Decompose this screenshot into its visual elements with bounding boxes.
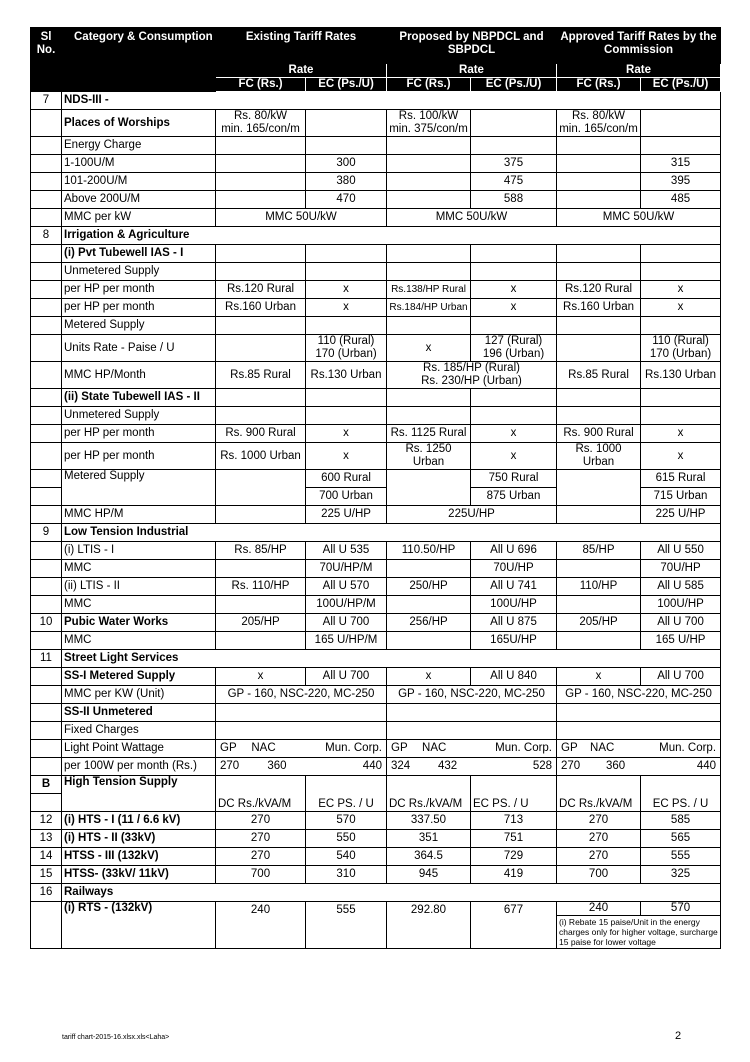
sub-category: SS-II Unmetered bbox=[62, 704, 216, 722]
category-title: Street Light Services bbox=[62, 650, 721, 668]
cell: 555 bbox=[306, 902, 387, 949]
cell: EC PS. / U bbox=[471, 776, 557, 812]
row-label: 101-200U/M bbox=[62, 173, 216, 191]
cell: GP - 160, NSC-220, MC-250 bbox=[216, 686, 387, 704]
header-proposed: Proposed by NBPDCL and SBPDCL bbox=[387, 28, 557, 64]
cell: 470 bbox=[306, 191, 387, 209]
cell: All U 535 bbox=[306, 542, 387, 560]
cell: All U 570 bbox=[306, 578, 387, 596]
cell: Rs. 80/kW min. 165/con/m bbox=[557, 110, 641, 137]
sl-cell: 15 bbox=[31, 866, 62, 884]
cell: 270 bbox=[216, 812, 306, 830]
cell: 165U/HP bbox=[471, 632, 557, 650]
cell: DC Rs./kVA/M bbox=[216, 776, 306, 812]
row-label: HTSS - III (132kV) bbox=[62, 848, 216, 866]
cell: All U 741 bbox=[471, 578, 557, 596]
cell: MMC 50U/kW bbox=[557, 209, 721, 227]
cell: 310 bbox=[306, 866, 387, 884]
cell: GP - 160, NSC-220, MC-250 bbox=[557, 686, 721, 704]
cell: Rs. 1250 Urban bbox=[387, 443, 471, 470]
cell: x bbox=[557, 668, 641, 686]
row-label: Fixed Charges bbox=[62, 722, 216, 740]
category-title: Pubic Water Works bbox=[62, 614, 216, 632]
row-label: Metered Supply bbox=[62, 470, 216, 506]
cell: x bbox=[641, 425, 721, 443]
row-label: (i) HTS - II (33kV) bbox=[62, 830, 216, 848]
category-title: Low Tension Industrial bbox=[62, 524, 721, 542]
row-label: per HP per month bbox=[62, 425, 216, 443]
cell: Rs.85 Rural bbox=[557, 362, 641, 389]
cell: 677 bbox=[471, 902, 557, 949]
cell: x bbox=[387, 335, 471, 362]
sl-cell: 12 bbox=[31, 812, 62, 830]
cell: 713 bbox=[471, 812, 557, 830]
cell: EC PS. / U bbox=[306, 776, 387, 812]
cell: All U 840 bbox=[471, 668, 557, 686]
header-fc-existing: FC (Rs.) bbox=[216, 78, 306, 92]
header-rate-proposed: Rate bbox=[387, 64, 557, 78]
row-label: Energy Charge bbox=[62, 137, 216, 155]
page-number: 2 bbox=[675, 1030, 682, 1042]
cell: All U 700 bbox=[641, 668, 721, 686]
tariff-table bbox=[30, 27, 721, 949]
row-label: (i) LTIS - I bbox=[62, 542, 216, 560]
header-ec-approved: EC (Ps./U) bbox=[641, 78, 721, 92]
cell: 550 bbox=[306, 830, 387, 848]
cell: All U 550 bbox=[641, 542, 721, 560]
cell: x bbox=[306, 281, 387, 299]
header-ec-existing: EC (Ps./U) bbox=[306, 78, 387, 92]
category-title: Irrigation & Agriculture bbox=[62, 227, 721, 245]
row-label: Unmetered Supply bbox=[62, 407, 216, 425]
header-existing: Existing Tariff Rates bbox=[216, 28, 387, 64]
cell: Rs.160 Urban bbox=[216, 299, 306, 317]
cell: Rs. 185/HP (Rural) Rs. 230/HP (Urban) bbox=[387, 362, 557, 389]
cell: 540 bbox=[306, 848, 387, 866]
cell: DC Rs./kVA/M bbox=[557, 776, 641, 812]
row-label: per HP per month bbox=[62, 299, 216, 317]
cell: 300 bbox=[306, 155, 387, 173]
cell: 70U/HP bbox=[641, 560, 721, 578]
cell: 337.50 bbox=[387, 812, 471, 830]
cell: 110 (Rural) 170 (Urban) bbox=[641, 335, 721, 362]
cell: 270 360 440 bbox=[216, 758, 387, 776]
cell: GP NAC Mun. Corp. bbox=[216, 740, 387, 758]
row-label: (i) HTS - I (11 / 6.6 kV) bbox=[62, 812, 216, 830]
sl-cell: 8 bbox=[31, 227, 62, 245]
sub-category: (i) Pvt Tubewell IAS - I bbox=[62, 245, 216, 263]
cell: 475 bbox=[471, 173, 557, 191]
cell: 751 bbox=[471, 830, 557, 848]
cell: All U 875 bbox=[471, 614, 557, 632]
cell: 585 bbox=[641, 812, 721, 830]
cell: 270 bbox=[557, 812, 641, 830]
cell: 945 bbox=[387, 866, 471, 884]
cell: 205/HP bbox=[216, 614, 306, 632]
cell: 165 U/HP/M bbox=[306, 632, 387, 650]
sl-cell: 11 bbox=[31, 650, 62, 668]
cell: 270 bbox=[216, 830, 306, 848]
cell: 700 Urban bbox=[306, 488, 387, 506]
cell: 256/HP bbox=[387, 614, 471, 632]
cell: x bbox=[306, 299, 387, 317]
cell: x bbox=[471, 443, 557, 470]
cell: 270 360 440 bbox=[557, 758, 721, 776]
sl-cell: 14 bbox=[31, 848, 62, 866]
cell: x bbox=[306, 443, 387, 470]
header-approved: Approved Tariff Rates by the Commission bbox=[557, 28, 721, 64]
cell: 270 bbox=[216, 848, 306, 866]
cell: GP - 160, NSC-220, MC-250 bbox=[387, 686, 557, 704]
sl-cell: 7 bbox=[31, 92, 62, 110]
cell: Rs.85 Rural bbox=[216, 362, 306, 389]
cell: x bbox=[641, 443, 721, 470]
cell: 270 bbox=[557, 848, 641, 866]
row-label: Light Point Wattage bbox=[62, 740, 216, 758]
cell: x bbox=[216, 668, 306, 686]
cell: 225U/HP bbox=[387, 506, 557, 524]
cell: 324 432 528 bbox=[387, 758, 557, 776]
cell: Rs. 80/kW min. 165/con/m bbox=[216, 110, 306, 137]
cell: 70U/HP bbox=[471, 560, 557, 578]
cell: All U 585 bbox=[641, 578, 721, 596]
cell: Rs. 110/HP bbox=[216, 578, 306, 596]
row-label: (ii) LTIS - II bbox=[62, 578, 216, 596]
category-title: Railways bbox=[62, 884, 721, 902]
header-rate-existing: Rate bbox=[216, 64, 387, 78]
cell: 700 bbox=[216, 866, 306, 884]
sub-category: SS-I Metered Supply bbox=[62, 668, 216, 686]
row-label: Metered Supply bbox=[62, 317, 216, 335]
cell: Rs.184/HP Urban bbox=[387, 299, 471, 317]
row-label: Above 200U/M bbox=[62, 191, 216, 209]
row-label: per HP per month bbox=[62, 281, 216, 299]
cell: 100U/HP bbox=[641, 596, 721, 614]
cell: 205/HP bbox=[557, 614, 641, 632]
cell: Rs. 1000 Urban bbox=[557, 443, 641, 470]
cell: x bbox=[471, 425, 557, 443]
cell: 110.50/HP bbox=[387, 542, 471, 560]
row-label: MMC HP/Month bbox=[62, 362, 216, 389]
cell: Rs.120 Rural bbox=[216, 281, 306, 299]
cell: GP NAC Mun. Corp. bbox=[557, 740, 721, 758]
header-category: Category & Consumption bbox=[62, 28, 216, 92]
cell: 750 Rural bbox=[471, 470, 557, 488]
cell: 715 Urban bbox=[641, 488, 721, 506]
cell: MMC 50U/kW bbox=[216, 209, 387, 227]
cell: 700 bbox=[557, 866, 641, 884]
cell: 600 Rural bbox=[306, 470, 387, 488]
cell: 225 U/HP bbox=[306, 506, 387, 524]
cell: 588 bbox=[471, 191, 557, 209]
header-fc-approved: FC (Rs.) bbox=[557, 78, 641, 92]
cell: 351 bbox=[387, 830, 471, 848]
cell: 250/HP bbox=[387, 578, 471, 596]
cell: All U 700 bbox=[641, 614, 721, 632]
sub-category: (ii) State Tubewell IAS - II bbox=[62, 389, 216, 407]
cell: 100U/HP/M bbox=[306, 596, 387, 614]
cell: 100U/HP bbox=[471, 596, 557, 614]
sl-cell: 13 bbox=[31, 830, 62, 848]
cell: Rs.130 Urban bbox=[641, 362, 721, 389]
cell: 325 bbox=[641, 866, 721, 884]
cell: x bbox=[387, 668, 471, 686]
cell: DC Rs./kVA/M bbox=[387, 776, 471, 812]
cell: Rs.138/HP Rural bbox=[387, 281, 471, 299]
cell: 565 bbox=[641, 830, 721, 848]
cell: 270 bbox=[557, 830, 641, 848]
row-label: Units Rate - Paise / U bbox=[62, 335, 216, 362]
cell: All U 700 bbox=[306, 668, 387, 686]
row-label: MMC per kW bbox=[62, 209, 216, 227]
cell: 364.5 bbox=[387, 848, 471, 866]
row-label: Unmetered Supply bbox=[62, 263, 216, 281]
cell: 127 (Rural) 196 (Urban) bbox=[471, 335, 557, 362]
cell: x bbox=[641, 281, 721, 299]
cell: 315 bbox=[641, 155, 721, 173]
cell: 419 bbox=[471, 866, 557, 884]
cell: 615 Rural bbox=[641, 470, 721, 488]
footer-filename: tariff chart-2015-16.xlsx.xls<Laha> bbox=[62, 1034, 170, 1041]
cell: MMC 50U/kW bbox=[387, 209, 557, 227]
cell: EC PS. / U bbox=[641, 776, 721, 812]
header-rate-approved: Rate bbox=[557, 64, 721, 78]
header-ec-proposed: EC (Ps./U) bbox=[471, 78, 557, 92]
cell: 110/HP bbox=[557, 578, 641, 596]
row-label: HTSS- (33kV/ 11kV) bbox=[62, 866, 216, 884]
cell: 240 570 (i) Rebate 15 paise/Unit in the energy charges only for higher voltage, surcharge 15 paise for lower voltage bbox=[557, 902, 721, 949]
row-label: MMC bbox=[62, 560, 216, 578]
header-sl: Sl No. bbox=[31, 28, 62, 92]
row-label: 1-100U/M bbox=[62, 155, 216, 173]
row-label: per HP per month bbox=[62, 443, 216, 470]
cell: GP NAC Mun. Corp. bbox=[387, 740, 557, 758]
sl-cell: 10 bbox=[31, 614, 62, 632]
cell: x bbox=[471, 281, 557, 299]
cell: 375 bbox=[471, 155, 557, 173]
cell: Rs. 1125 Rural bbox=[387, 425, 471, 443]
cell: x bbox=[641, 299, 721, 317]
cell: 292.80 bbox=[387, 902, 471, 949]
row-label: Places of Worships bbox=[62, 110, 216, 137]
cell: 85/HP bbox=[557, 542, 641, 560]
cell: Rs.160 Urban bbox=[557, 299, 641, 317]
sl-cell: 16 bbox=[31, 884, 62, 902]
category-title: High Tension Supply bbox=[62, 776, 216, 812]
cell: 165 U/HP bbox=[641, 632, 721, 650]
cell: 395 bbox=[641, 173, 721, 191]
cell: 70U/HP/M bbox=[306, 560, 387, 578]
cell: 570 bbox=[306, 812, 387, 830]
row-label: MMC bbox=[62, 632, 216, 650]
cell: Rs. 900 Rural bbox=[216, 425, 306, 443]
cell: 729 bbox=[471, 848, 557, 866]
cell: 555 bbox=[641, 848, 721, 866]
sl-cell: 9 bbox=[31, 524, 62, 542]
cell: Rs. 100/kW min. 375/con/m bbox=[387, 110, 471, 137]
cell: x bbox=[471, 299, 557, 317]
cell: Rs.130 Urban bbox=[306, 362, 387, 389]
row-label: MMC bbox=[62, 596, 216, 614]
railway-note: (i) Rebate 15 paise/Unit in the energy charges only for higher voltage, surcharge 15 paise for lower voltage bbox=[559, 917, 718, 947]
cell: 380 bbox=[306, 173, 387, 191]
cell: Rs. 1000 Urban bbox=[216, 443, 306, 470]
category-title: NDS-III - bbox=[62, 92, 721, 110]
cell: Rs. 85/HP bbox=[216, 542, 306, 560]
cell: 225 U/HP bbox=[641, 506, 721, 524]
header-fc-proposed: FC (Rs.) bbox=[387, 78, 471, 92]
cell: 240 bbox=[216, 902, 306, 949]
row-label: MMC per KW (Unit) bbox=[62, 686, 216, 704]
row-label: MMC HP/M bbox=[62, 506, 216, 524]
row-label: per 100W per month (Rs.) bbox=[62, 758, 216, 776]
cell: 875 Urban bbox=[471, 488, 557, 506]
cell: All U 696 bbox=[471, 542, 557, 560]
cell: 485 bbox=[641, 191, 721, 209]
cell: All U 700 bbox=[306, 614, 387, 632]
cell: Rs.120 Rural bbox=[557, 281, 641, 299]
cell: x bbox=[306, 425, 387, 443]
sl-cell: B bbox=[31, 776, 62, 794]
cell: Rs. 900 Rural bbox=[557, 425, 641, 443]
row-label: (i) RTS - (132kV) bbox=[62, 902, 216, 949]
cell: 110 (Rural) 170 (Urban) bbox=[306, 335, 387, 362]
